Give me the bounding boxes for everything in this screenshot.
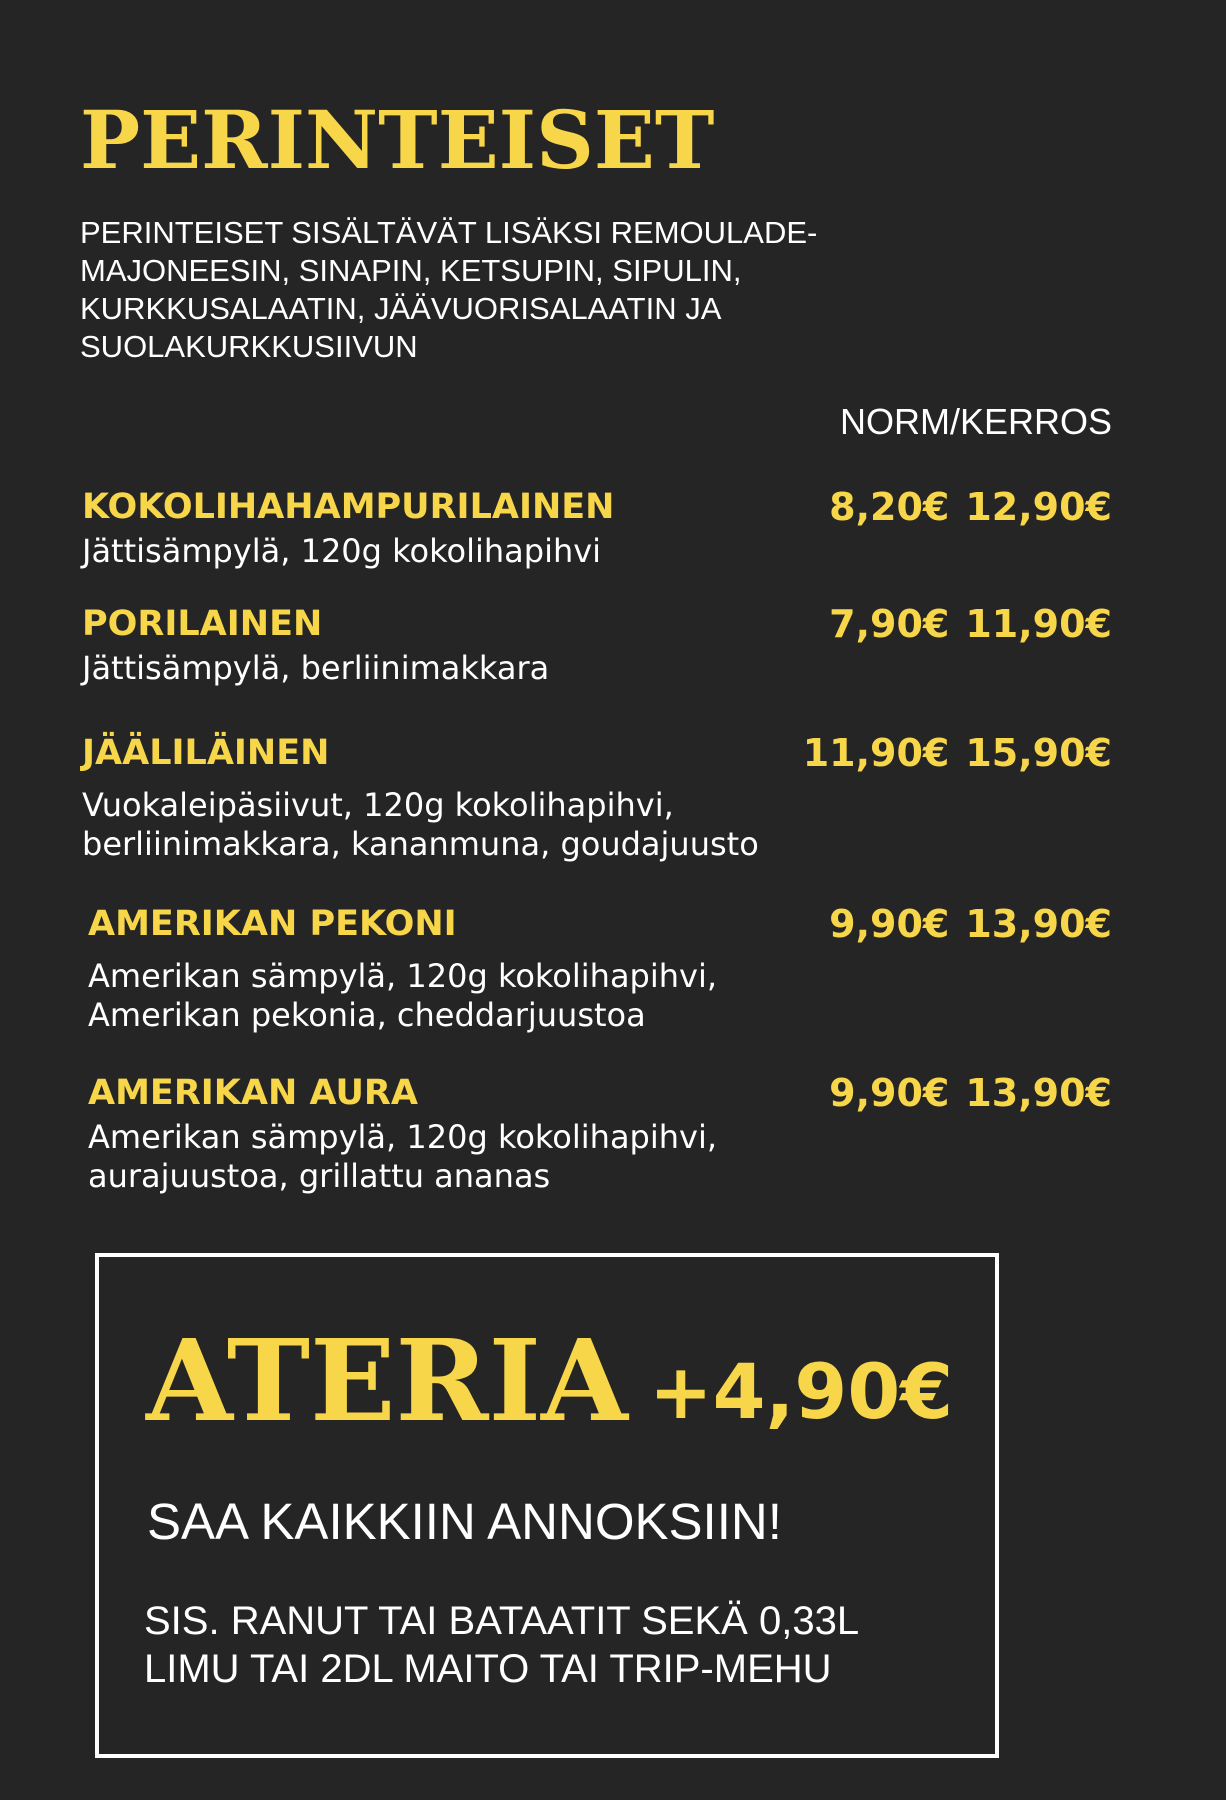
price-norm: 7,90€ [829, 602, 950, 646]
meal-note: SIS. RANUT TAI BATAATIT SEKÄ 0,33L LIMU TAI 2DL MAITO TAI TRIP-MEHU [144, 1599, 858, 1691]
meal-price: +4,90€ [649, 1347, 954, 1436]
menu-item [88, 901, 1148, 1035]
meal-subtitle: SAA KAIKKIIN ANNOKSIIN! [147, 1493, 782, 1550]
item-description: Jättisämpylä, berliinimakkara [82, 649, 550, 687]
price-column-header: NORM/KERROS [840, 401, 1113, 442]
item-description: Jättisämpylä, 120g kokolihapihvi [82, 532, 602, 570]
menu-item [82, 730, 1142, 864]
meal-title: ATERIA [146, 1316, 628, 1447]
item-name: AMERIKAN AURA [88, 1073, 418, 1113]
price-kerros: 13,90€ [965, 902, 1112, 946]
price-kerros: 13,90€ [965, 1071, 1112, 1115]
intro-text: PERINTEISET SISÄLTÄVÄT LISÄKSI REMOULADE-MAJONEESIN, SINAPIN, KETSUPIN, SIPULIN, KURKKUSALAATIN, JÄÄVUORISALAATIN JA SUOLAKURKKUSIIVUN [80, 215, 818, 364]
menu-item [88, 1070, 1148, 1196]
item-prices [829, 601, 1112, 647]
price-norm: 9,90€ [829, 1071, 950, 1115]
item-prices [803, 730, 1112, 776]
item-prices [829, 901, 1112, 947]
price-norm: 9,90€ [829, 902, 950, 946]
item-name: PORILAINEN [82, 604, 323, 644]
item-name: JÄÄLILÄINEN [82, 733, 330, 773]
price-kerros: 15,90€ [965, 731, 1112, 775]
item-prices [829, 1070, 1112, 1116]
item-name: AMERIKAN PEKONI [88, 904, 457, 944]
item-prices [829, 484, 1112, 530]
item-description: Amerikan sämpylä, 120g kokolihapihvi, Amerikan pekonia, cheddarjuustoa [88, 957, 718, 1034]
item-description: Amerikan sämpylä, 120g kokolihapihvi, aurajuustoa, grillattu ananas [88, 1118, 718, 1195]
meal-offer-box [95, 1253, 999, 1758]
item-name: KOKOLIHAHAMPURILAINEN [82, 487, 615, 527]
price-norm: 8,20€ [829, 485, 950, 529]
menu-title: PERINTEISET [80, 93, 715, 187]
price-kerros: 12,90€ [965, 485, 1112, 529]
price-kerros: 11,90€ [965, 602, 1112, 646]
menu-item [82, 601, 1142, 688]
price-norm: 11,90€ [802, 731, 950, 775]
item-description: Vuokaleipäsiivut, 120g kokolihapihvi, berliinimakkara, kananmuna, goudajuusto [82, 786, 759, 863]
menu-item [82, 484, 1142, 571]
